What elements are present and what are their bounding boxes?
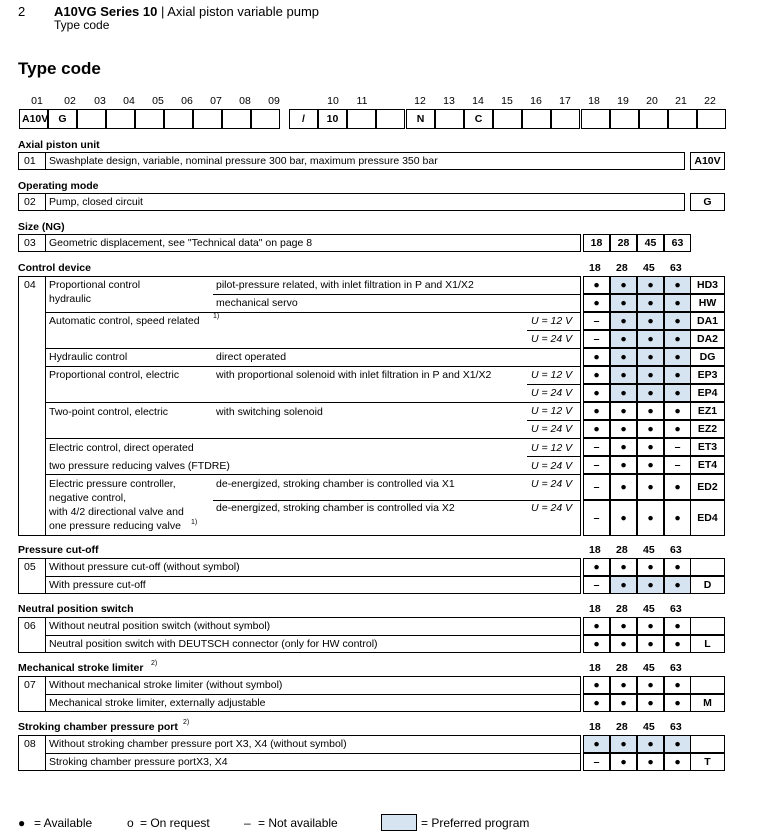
section-cutoff-num: 05 (24, 561, 36, 573)
status-cell: – (583, 312, 610, 330)
size-45: 45 (637, 234, 664, 252)
code-cell-empty (697, 109, 726, 129)
section-port-row1: Without stroking chamber pressure port X3, X4 (without symbol) (49, 738, 347, 750)
page-title: Type code (18, 59, 101, 78)
control-code: DA2 (690, 330, 725, 348)
status-cell: ● (583, 676, 610, 694)
control-size-18: 18 (589, 262, 601, 274)
row-02-num: 02 (24, 196, 36, 208)
status-cell: ● (664, 676, 691, 694)
control-code: EZ2 (690, 420, 725, 438)
code-cell-p14: C (464, 109, 493, 129)
section-port-footnote: 2) (183, 719, 190, 726)
status-cell: ● (637, 456, 664, 474)
status-cell: ● (664, 635, 691, 653)
status-cell: ● (664, 617, 691, 635)
legend-preferred: = Preferred program (421, 816, 530, 830)
status-cell: ● (610, 348, 637, 366)
status-cell: ● (637, 312, 664, 330)
status-cell: ● (637, 735, 664, 753)
status-cell: – (583, 474, 610, 500)
section-cutoff-size: 18 (589, 544, 601, 556)
control-text-deen2: de-energized, stroking chamber is controlled via X2 (216, 502, 455, 514)
status-cell: ● (637, 617, 664, 635)
section-port-size: 63 (670, 721, 682, 733)
legend-dash: – (244, 816, 251, 830)
status-cell: ● (583, 402, 610, 420)
voltage-label: U = 24 V (531, 333, 573, 345)
section-neutral-row2: Neutral position switch with DEUTSCH connector (only for HW control) (49, 638, 378, 650)
status-cell: ● (583, 276, 610, 294)
status-cell: ● (610, 366, 637, 384)
status-cell: ● (637, 420, 664, 438)
status-cell: ● (664, 420, 691, 438)
section-stroke-size: 45 (643, 662, 655, 674)
row-04-num: 04 (24, 279, 36, 291)
position-14: 14 (472, 95, 484, 107)
control-auto-footnote: 1) (213, 313, 220, 320)
section-port-size: 18 (589, 721, 601, 733)
control-text-epc_a: Electric pressure controller, (49, 478, 176, 490)
section-stroke-row2: Mechanical stroke limiter, externally adjustable (49, 697, 266, 709)
status-cell: ● (664, 312, 691, 330)
code-cell-empty (551, 109, 580, 129)
status-cell: ● (583, 735, 610, 753)
position-04: 04 (123, 95, 135, 107)
control-text-two: Two-point control, electric (49, 406, 169, 418)
voltage-label: U = 24 V (531, 478, 573, 490)
control-text-hyd: Hydraulic control (49, 351, 128, 363)
status-cell: ● (610, 456, 637, 474)
status-cell: ● (610, 276, 637, 294)
section-axial-title: Axial piston unit (18, 139, 100, 151)
status-cell: ● (637, 384, 664, 402)
section-control-title: Control device (18, 262, 91, 274)
control-code: DG (690, 348, 725, 366)
status-cell: ● (583, 420, 610, 438)
section-neutral-row1: Without neutral position switch (without symbol) (49, 620, 271, 632)
control-text-epc_c: with 4/2 directional valve and (49, 506, 184, 518)
row-01-num: 01 (24, 155, 36, 167)
control-text-mech: mechanical servo (216, 297, 298, 309)
status-cell: ● (664, 474, 691, 500)
section-port-code: T (690, 753, 725, 771)
control-code: ET3 (690, 438, 725, 456)
status-cell: ● (637, 558, 664, 576)
row-03-desc: Geometric displacement, see "Technical data" on page 8 (49, 237, 313, 249)
control-text-prop_el_desc: with proportional solenoid with inlet filtration in P and X1/X2 (216, 369, 492, 381)
status-cell: ● (610, 312, 637, 330)
position-12: 12 (414, 95, 426, 107)
status-cell: – (583, 753, 610, 771)
control-text-prop_hyd_b: hydraulic (49, 293, 92, 305)
status-cell: ● (664, 694, 691, 712)
section-neutral-num: 06 (24, 620, 36, 632)
status-cell: ● (583, 635, 610, 653)
section-stroke-code-empty (690, 676, 725, 694)
status-cell: ● (637, 294, 664, 312)
status-cell: ● (664, 384, 691, 402)
position-09: 09 (268, 95, 280, 107)
voltage-label: U = 12 V (531, 315, 573, 327)
status-cell: ● (583, 366, 610, 384)
code-cell-p02: G (48, 109, 77, 129)
status-cell: ● (610, 558, 637, 576)
control-text-two_desc: with switching solenoid (216, 406, 323, 418)
code-cell-empty (639, 109, 668, 129)
section-stroke-num: 07 (24, 679, 36, 691)
position-13: 13 (443, 95, 455, 107)
status-cell: – (583, 500, 610, 536)
status-cell: ● (637, 635, 664, 653)
position-01: 01 (31, 95, 43, 107)
code-cell-empty (135, 109, 164, 129)
position-18: 18 (588, 95, 600, 107)
status-cell: ● (610, 676, 637, 694)
row-01-code: A10V (690, 152, 725, 170)
voltage-label: U = 24 V (531, 502, 573, 514)
code-cell-empty (376, 109, 405, 129)
position-07: 07 (210, 95, 222, 107)
section-port-row2: Stroking chamber pressure portX3, X4 (49, 756, 228, 768)
status-cell: ● (610, 402, 637, 420)
section-neutral-code-empty (690, 617, 725, 635)
status-cell: ● (664, 366, 691, 384)
section-neutral-code: L (690, 635, 725, 653)
position-02: 02 (64, 95, 76, 107)
status-cell: ● (637, 694, 664, 712)
code-cell-empty (347, 109, 376, 129)
status-cell: – (664, 438, 691, 456)
status-cell: ● (610, 420, 637, 438)
code-cell-p10: 10 (318, 109, 347, 129)
control-size-28: 28 (616, 262, 628, 274)
status-cell: ● (610, 384, 637, 402)
section-size-title: Size (NG) (18, 221, 65, 233)
status-cell: ● (610, 753, 637, 771)
section-stroke-size: 28 (616, 662, 628, 674)
control-text-epc_d: one pressure reducing valve (49, 520, 181, 532)
section-neutral-size: 28 (616, 603, 628, 615)
control-text-auto: Automatic control, speed related (49, 315, 200, 327)
status-cell: ● (610, 294, 637, 312)
status-cell: ● (610, 617, 637, 635)
status-cell: – (583, 456, 610, 474)
status-cell: ● (583, 348, 610, 366)
status-cell: ● (637, 576, 664, 594)
control-code: ED2 (690, 474, 725, 500)
status-cell: ● (664, 330, 691, 348)
status-cell: ● (664, 735, 691, 753)
status-cell: ● (664, 558, 691, 576)
size-18: 18 (583, 234, 610, 252)
status-cell: ● (583, 617, 610, 635)
legend-preferred-swatch (381, 814, 417, 831)
control-code: HD3 (690, 276, 725, 294)
doc-subtitle: Type code (54, 18, 110, 32)
control-text-epc_b: negative control, (49, 492, 127, 504)
control-size-63: 63 (670, 262, 682, 274)
position-03: 03 (94, 95, 106, 107)
status-cell: ● (664, 753, 691, 771)
section-stroke-code: M (690, 694, 725, 712)
status-cell: – (583, 330, 610, 348)
control-code: EP3 (690, 366, 725, 384)
section-stroke-footnote: 2) (151, 660, 158, 667)
section-stroke-row1: Without mechanical stroke limiter (without symbol) (49, 679, 283, 691)
status-cell: ● (637, 366, 664, 384)
size-63: 63 (664, 234, 691, 252)
status-cell: – (583, 576, 610, 594)
size-28: 28 (610, 234, 637, 252)
status-cell: ● (637, 500, 664, 536)
section-mode-title: Operating mode (18, 180, 99, 192)
row-01-desc: Swashplate design, variable, nominal pressure 300 bar, maximum pressure 350 bar (49, 155, 438, 167)
status-cell: ● (664, 348, 691, 366)
status-cell: ● (583, 694, 610, 712)
code-cell-empty (222, 109, 251, 129)
control-text-direct: direct operated (216, 351, 287, 363)
status-cell: ● (610, 635, 637, 653)
control-text-pilot: pilot-pressure related, with inlet filtration in P and X1/X2 (216, 279, 474, 291)
position-11: 11 (356, 95, 368, 107)
voltage-label: U = 24 V (531, 460, 573, 472)
position-19: 19 (617, 95, 629, 107)
voltage-label: U = 24 V (531, 387, 573, 399)
legend-on-request: = On request (140, 816, 210, 830)
code-cell-slash: / (289, 109, 318, 129)
code-cell-empty (435, 109, 464, 129)
page-number: 2 (18, 4, 26, 19)
status-cell: ● (610, 576, 637, 594)
status-cell: ● (664, 576, 691, 594)
row-02-code: G (690, 193, 725, 211)
doc-title (54, 4, 319, 19)
control-text-ecd_a: Electric control, direct operated (49, 442, 194, 454)
code-cell-empty (251, 109, 280, 129)
status-cell: ● (610, 735, 637, 753)
position-06: 06 (181, 95, 193, 107)
control-text-prop_hyd_a: Proportional control (49, 279, 141, 291)
control-code: DA1 (690, 312, 725, 330)
section-neutral-size: 45 (643, 603, 655, 615)
code-cell-empty (610, 109, 639, 129)
section-port-num: 08 (24, 738, 36, 750)
control-text-prop_el: Proportional control, electric (49, 369, 180, 381)
section-cutoff-title: Pressure cut-off (18, 544, 99, 556)
section-cutoff-size: 63 (670, 544, 682, 556)
control-code: ED4 (690, 500, 725, 536)
code-cell-p12: N (406, 109, 435, 129)
code-cell-empty (522, 109, 551, 129)
section-cutoff-code: D (690, 576, 725, 594)
section-cutoff-row2: With pressure cut-off (49, 579, 146, 591)
status-cell: ● (664, 276, 691, 294)
row-03-num: 03 (24, 237, 36, 249)
series-desc: | Axial piston variable pump (160, 4, 320, 19)
code-cell-empty (493, 109, 522, 129)
section-neutral-title: Neutral position switch (18, 603, 134, 615)
position-05: 05 (152, 95, 164, 107)
code-cell-empty (77, 109, 106, 129)
section-stroke-size: 18 (589, 662, 601, 674)
control-code: HW (690, 294, 725, 312)
status-cell: ● (583, 558, 610, 576)
legend-circle: o (127, 816, 134, 830)
legend-available: = Available (34, 816, 93, 830)
position-17: 17 (559, 95, 571, 107)
status-cell: ● (664, 294, 691, 312)
status-cell: – (664, 456, 691, 474)
section-stroke-title: Mechanical stroke limiter (18, 662, 144, 674)
code-cell-empty (581, 109, 610, 129)
position-10: 10 (327, 95, 339, 107)
section-port-size: 45 (643, 721, 655, 733)
status-cell: ● (664, 500, 691, 536)
code-cell-empty (193, 109, 222, 129)
section-cutoff-row1: Without pressure cut-off (without symbol) (49, 561, 240, 573)
status-cell: ● (637, 276, 664, 294)
control-epc-footnote: 1) (191, 519, 198, 526)
voltage-label: U = 12 V (531, 369, 573, 381)
status-cell: ● (637, 753, 664, 771)
code-cell-empty (164, 109, 193, 129)
position-22: 22 (704, 95, 716, 107)
status-cell: ● (637, 474, 664, 500)
status-cell: ● (637, 348, 664, 366)
position-20: 20 (646, 95, 658, 107)
control-size-45: 45 (643, 262, 655, 274)
status-cell: ● (610, 330, 637, 348)
section-port-code-empty (690, 735, 725, 753)
status-cell: ● (664, 402, 691, 420)
section-neutral-size: 63 (670, 603, 682, 615)
voltage-label: U = 12 V (531, 405, 573, 417)
status-cell: ● (583, 384, 610, 402)
code-cell-empty (106, 109, 135, 129)
status-cell: ● (610, 474, 637, 500)
control-text-ecd_b: two pressure reducing valves (FTDRE) (49, 460, 230, 472)
section-neutral-size: 18 (589, 603, 601, 615)
section-port-size: 28 (616, 721, 628, 733)
control-code: EZ1 (690, 402, 725, 420)
status-cell: ● (637, 330, 664, 348)
series-name: A10VG Series 10 (54, 4, 158, 19)
legend-not-available: = Not available (258, 816, 338, 830)
voltage-label: U = 12 V (531, 442, 573, 454)
position-15: 15 (501, 95, 513, 107)
control-code: EP4 (690, 384, 725, 402)
status-cell: ● (637, 676, 664, 694)
status-cell: ● (610, 694, 637, 712)
control-text-deen1: de-energized, stroking chamber is controlled via X1 (216, 478, 455, 490)
status-cell: ● (583, 294, 610, 312)
code-cell-p01: A10V (19, 109, 48, 129)
control-code: ET4 (690, 456, 725, 474)
position-16: 16 (530, 95, 542, 107)
status-cell: – (583, 438, 610, 456)
status-cell: ● (637, 438, 664, 456)
code-cell-empty (668, 109, 697, 129)
position-08: 08 (239, 95, 251, 107)
status-cell: ● (610, 500, 637, 536)
voltage-label: U = 24 V (531, 423, 573, 435)
section-cutoff-size: 28 (616, 544, 628, 556)
status-cell: ● (610, 438, 637, 456)
row-02-desc: Pump, closed circuit (49, 196, 143, 208)
status-cell: ● (637, 402, 664, 420)
section-cutoff-code-empty (690, 558, 725, 576)
section-stroke-size: 63 (670, 662, 682, 674)
position-21: 21 (675, 95, 687, 107)
section-cutoff-size: 45 (643, 544, 655, 556)
legend-dot: ● (18, 816, 26, 830)
section-port-title: Stroking chamber pressure port (18, 721, 178, 733)
